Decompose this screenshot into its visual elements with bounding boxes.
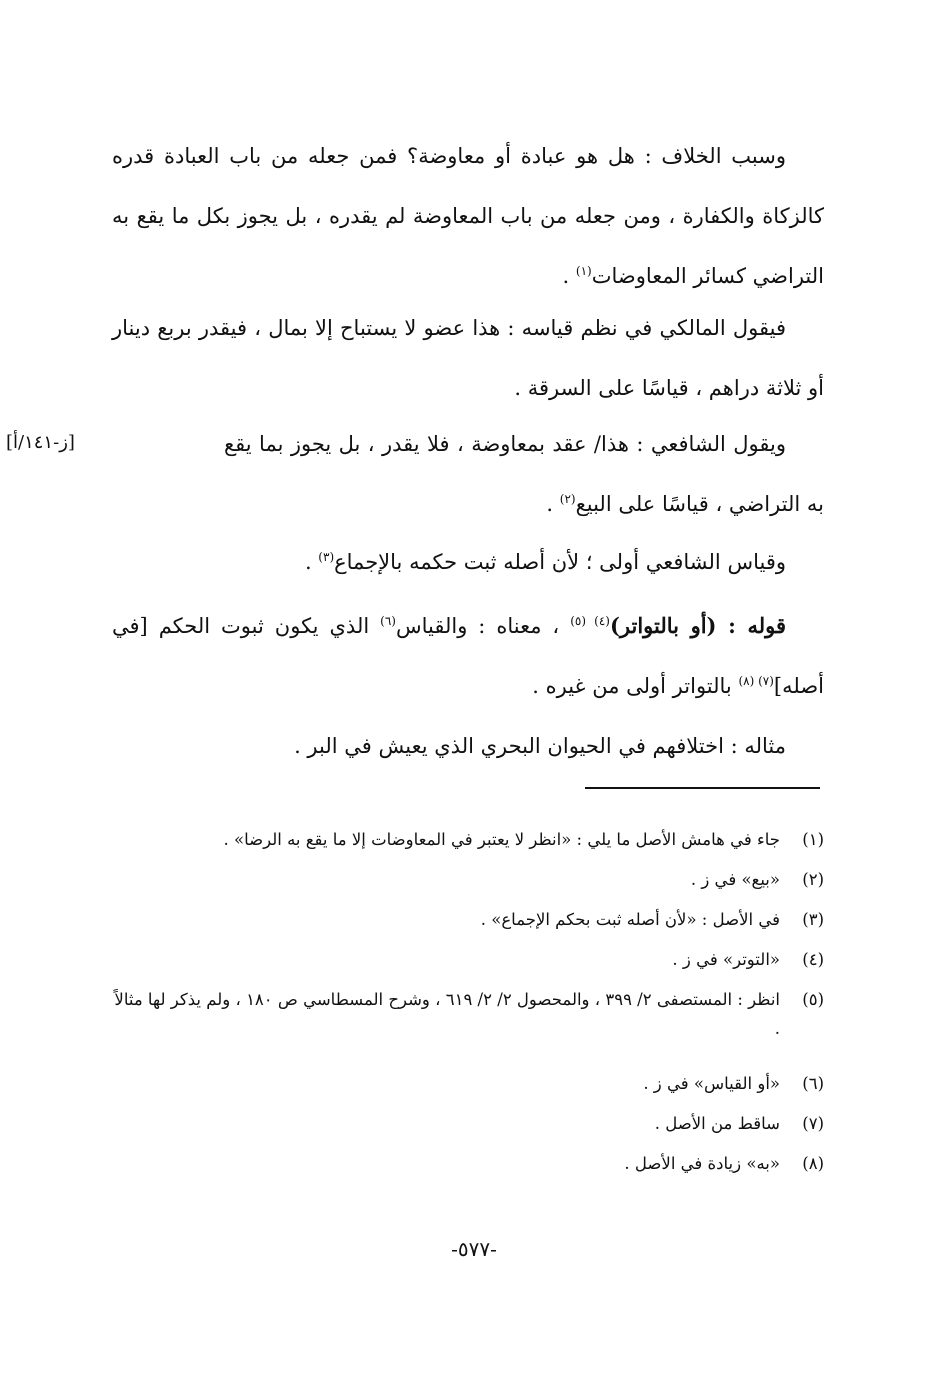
- footnote-ref-7-8[interactable]: (٧) (٨): [738, 674, 774, 688]
- footnote-item: [112, 1149, 824, 1189]
- footnote-number: (٨): [802, 1154, 824, 1173]
- paragraph-5-mid: ، معناه : والقياس: [395, 614, 571, 638]
- footnote-item: [112, 865, 824, 905]
- paragraph-3-text: ويقول الشافعي : هذا/ عقد بمعاوضة ، فلا يقدر ، بل يجوز بما يقع به التراضي ، قياسًا على البيع: [224, 432, 824, 516]
- footnote-text: «بيع» في ز .: [690, 870, 780, 889]
- paragraph-5-rest: الذي يكون ثبوت الحكم [في أصله]: [112, 614, 824, 698]
- footnote-ref-6[interactable]: (٦): [380, 614, 396, 628]
- footnote-text: «به» زيادة في الأصل .: [624, 1154, 780, 1173]
- footnote-item: [112, 1109, 824, 1149]
- paragraph-5-lead: قوله : (أو بالتواتر): [609, 613, 786, 638]
- footnote-number: (٦): [802, 1074, 824, 1093]
- footnote-item: [112, 905, 824, 945]
- footnote-number: (٥): [802, 990, 824, 1009]
- footnote-item: [112, 945, 824, 985]
- paragraph-1-end: .: [562, 264, 576, 288]
- footnote-item: [112, 825, 824, 865]
- paragraph-4-text: وقياس الشافعي أولى ؛ لأن أصله ثبت حكمه بالإجماع: [334, 550, 786, 574]
- footnote-number: (٤): [802, 950, 824, 969]
- paragraph-3: [224, 414, 824, 534]
- paragraph-2: فيقول المالكي في نظم قياسه : هذا عضو لا يستباح إلا بمال ، فيقدر بربع دينار أو ثلاثة دراهم ، قياسًا على السرقة .: [112, 316, 824, 400]
- footnote-ref-2[interactable]: (٢): [559, 492, 576, 506]
- paragraph-3-end: .: [546, 492, 560, 516]
- footnote-text: انظر : المستصفى ٢/ ٣٩٩ ، والمحصول ٢/ ٢/ ٦١٩ ، وشرح المسطاسي ص ١٨٠ ، ولم يذكر لها مثالاً .: [114, 990, 780, 1038]
- footnote-ref-4-5[interactable]: (٤) (٥): [570, 614, 610, 628]
- manuscript-folio-ref: [ز-١٤١/أ]: [6, 432, 75, 453]
- paragraph-4-end: .: [304, 550, 319, 574]
- footnote-ref-1[interactable]: (١): [575, 264, 592, 278]
- footnote-text: جاء في هامش الأصل ما يلي : «انظر لا يعتبر في المعاوضات إلا ما يقع به الرضا» .: [223, 830, 780, 849]
- footnote-item: [112, 985, 824, 1069]
- page-number: -٥٧٧-: [451, 1237, 497, 1261]
- paragraph-4: [112, 532, 824, 592]
- paragraph-6: مثاله : اختلافهم في الحيوان البحري الذي يعيش في البر .: [294, 734, 786, 758]
- footnote-number: (٧): [802, 1114, 824, 1133]
- paragraph-5-end: بالتواتر أولى من غيره .: [532, 674, 739, 698]
- paragraph-5: [112, 596, 824, 716]
- footnote-text: «أو القياس» في ز .: [643, 1074, 780, 1093]
- footnote-number: (١): [802, 830, 824, 849]
- footnote-text: «التوتر» في ز .: [672, 950, 780, 969]
- footnote-number: (٢): [802, 870, 824, 889]
- footnotes-list: [112, 825, 824, 1189]
- footnote-text: في الأصل : «لأن أصله ثبت بحكم الإجماع» .: [480, 910, 780, 929]
- footnote-text: ساقط من الأصل .: [654, 1114, 780, 1133]
- footnote-ref-3[interactable]: (٣): [318, 550, 335, 564]
- paragraph-1-text: وسبب الخلاف : هل هو عبادة أو معاوضة؟ فمن جعله من باب العبادة قدره كالزكاة والكفارة ، ومن جعله من باب المعاوضة لم يقدره ، بل يجوز بكل ما يقع به التراضي كسائر المعاوضات: [112, 144, 824, 288]
- footnote-number: (٣): [802, 910, 824, 929]
- paragraph-1: [112, 126, 824, 306]
- footnote-item: [112, 1069, 824, 1109]
- footnote-separator: [585, 787, 820, 789]
